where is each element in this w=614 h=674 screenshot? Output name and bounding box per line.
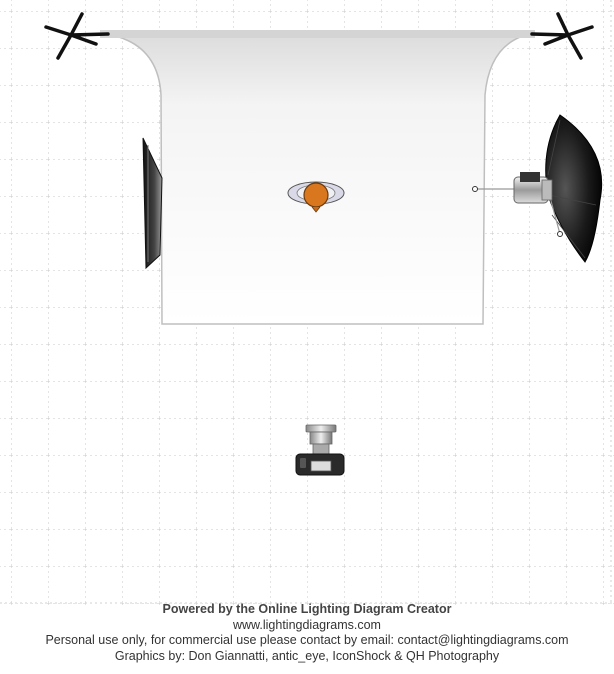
footer-usage-notice: Personal use only, for commercial use please contact by email: contact@lightingdiagrams.com — [45, 633, 569, 647]
white-seamless-paper — [100, 30, 535, 324]
footer-website: www.lightingdiagrams.com — [233, 617, 381, 632]
footer-credits: Graphics by: Don Giannatti, antic_eye, IconShock & QH Photography — [114, 648, 500, 663]
footer-powered-by: Powered by the Online Lighting Diagram Creator — [162, 602, 452, 616]
attribution-footer — [0, 602, 614, 664]
